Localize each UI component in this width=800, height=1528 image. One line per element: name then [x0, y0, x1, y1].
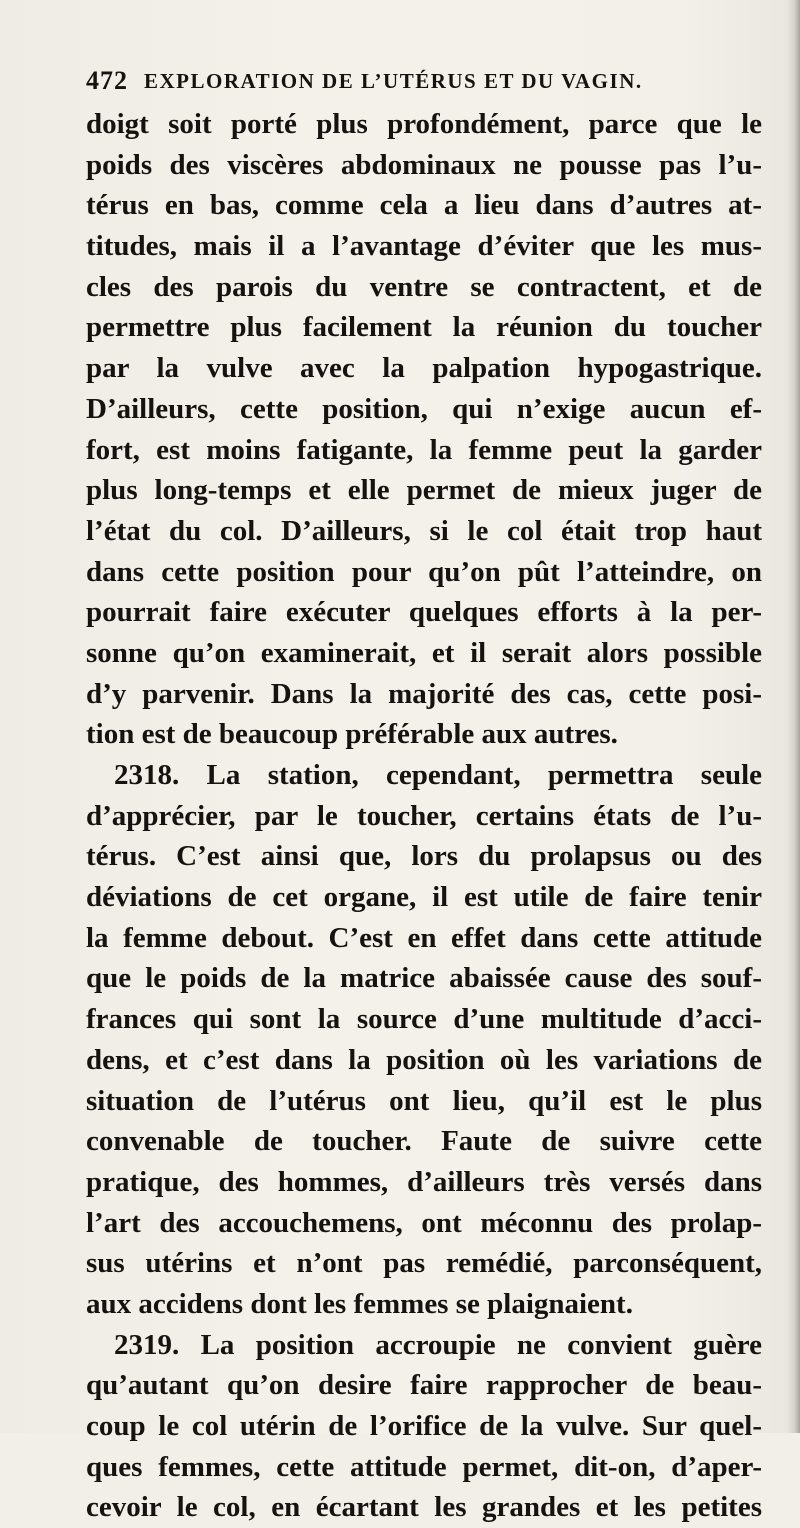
- text-line: sonne qu’on examinerait, et il serait alors possible: [86, 636, 762, 669]
- text-line: poids des viscères abdominaux ne pousse pas l’u-: [86, 148, 762, 181]
- text-line: l’art des accouchemens, ont méconnu des prolap-: [86, 1206, 762, 1239]
- text-line: pourrait faire exécuter quelques efforts à la per-: [86, 596, 762, 629]
- body-text: [86, 104, 762, 1528]
- text-line: plus long-temps et elle permet de mieux juger de: [86, 474, 762, 507]
- text-line: ques femmes, cette attitude permet, dit-on, d’aper-: [86, 1450, 762, 1483]
- page-edge-shadow: [786, 0, 800, 1433]
- text-line: qu’autant qu’on desire faire rapprocher de beau-: [86, 1369, 762, 1402]
- text-line: sus utérins et n’ont pas remédié, parconséquent,: [86, 1247, 762, 1280]
- text-line: térus en bas, comme cela a lieu dans d’autres at-: [86, 189, 762, 222]
- text-line: d’y parvenir. Dans la majorité des cas, cette posi-: [86, 677, 762, 710]
- text-line: D’ailleurs, cette position, qui n’exige aucun ef-: [86, 392, 762, 425]
- text-line: frances qui sont la source d’une multitude d’acci-: [86, 1003, 762, 1036]
- text-line: aux accidens dont les femmes se plaignaient.: [86, 1287, 633, 1320]
- text-line: coup le col utérin de l’orifice de la vulve. Sur quel-: [86, 1410, 762, 1442]
- text-line: déviations de cet organe, il est utile de faire tenir: [86, 881, 762, 914]
- text-line: térus. C’est ainsi que, lors du prolapsus ou des: [86, 840, 762, 873]
- text-line: d’apprécier, par le toucher, certains états de l’u-: [86, 799, 762, 832]
- text-line: tion est de beaucoup préférable aux autres.: [86, 718, 618, 751]
- text-line: convenable de toucher. Faute de suivre cette: [86, 1125, 762, 1158]
- page-number: 472: [86, 66, 128, 95]
- text-line: cles des parois du ventre se contractent, et de: [86, 270, 762, 303]
- text-line: 2318. La station, cependant, permettra seule: [114, 759, 762, 791]
- running-title: EXPLORATION DE L’UTÉRUS ET DU VAGIN.: [144, 69, 643, 93]
- text-line: dans cette position pour qu’on pût l’atteindre, on: [86, 555, 762, 588]
- text-line: doigt soit porté plus profondément, parce que le: [86, 108, 762, 140]
- text-line: cevoir le col, en écartant les grandes et les petites: [86, 1491, 762, 1524]
- text-line: situation de l’utérus ont lieu, qu’il est le plus: [86, 1084, 762, 1117]
- text-line: par la vulve avec la palpation hypogastrique.: [86, 352, 762, 385]
- text-line: permettre plus facilement la réunion du toucher: [86, 311, 762, 344]
- text-line: l’état du col. D’ailleurs, si le col était trop haut: [86, 514, 762, 547]
- text-line: titudes, mais il a l’avantage d’éviter que les mus-: [86, 230, 762, 263]
- running-head: [86, 66, 786, 98]
- text-line: 2319. La position accroupie ne convient guère: [114, 1328, 762, 1361]
- text-line: dens, et c’est dans la position où les variations de: [86, 1043, 762, 1076]
- text-line: la femme debout. C’est en effet dans cette attitude: [86, 921, 762, 954]
- text-line: que le poids de la matrice abaissée cause des souf-: [86, 962, 762, 995]
- text-line: fort, est moins fatigante, la femme peut la garder: [86, 433, 762, 466]
- text-line: pratique, des hommes, d’ailleurs très versés dans: [86, 1165, 762, 1198]
